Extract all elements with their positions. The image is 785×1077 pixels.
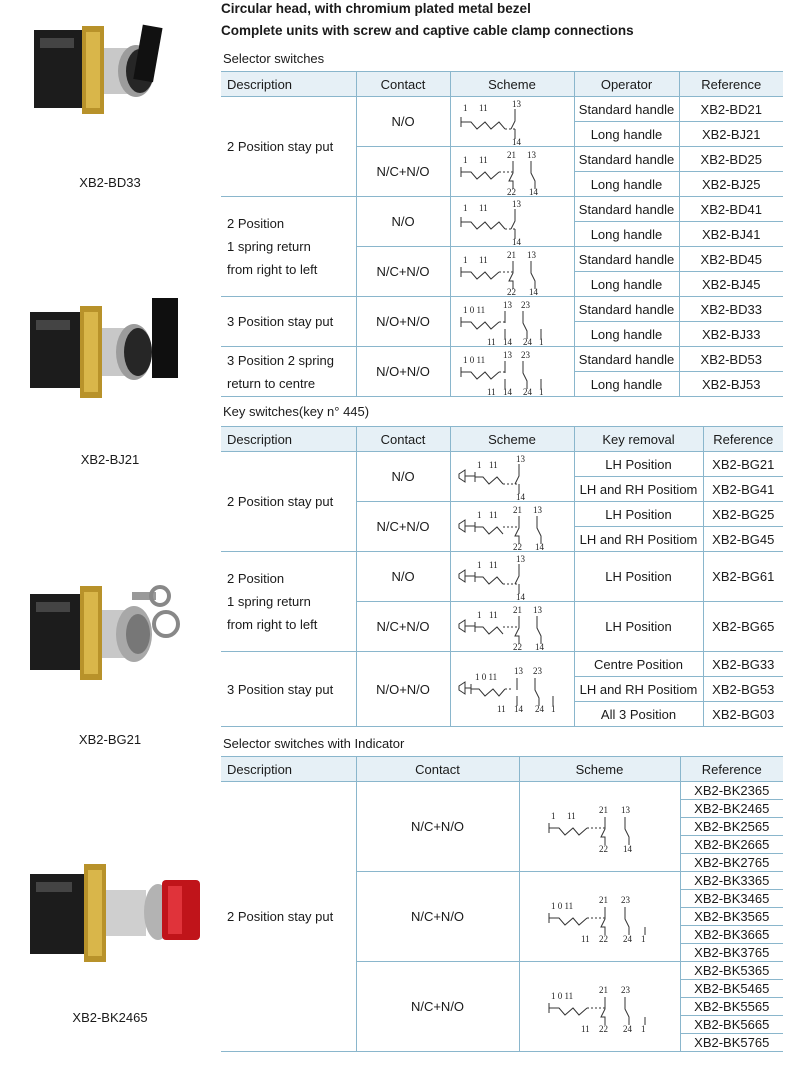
operator-cell: Long handle <box>574 172 679 197</box>
reference-cell: XB2-BD45 <box>679 247 783 272</box>
operator-cell: Standard handle <box>574 147 679 172</box>
page-title-line1: Circular head, with chromium plated metal bezel <box>221 1 531 16</box>
reference-cell: XB2-BG41 <box>703 477 783 502</box>
reference-cell: XB2-BD33 <box>679 297 783 322</box>
table-row <box>221 552 783 602</box>
scheme-label: 22 <box>507 186 516 195</box>
reference-cell: XB2-BK5665 <box>680 1016 783 1034</box>
reference-cell: XB2-BK3565 <box>680 908 783 926</box>
reference-cell: XB2-BK3665 <box>680 926 783 944</box>
selector-switches-table <box>221 71 783 397</box>
table-row <box>221 452 783 477</box>
reference-cell: XB2-BJ41 <box>679 222 783 247</box>
scheme-label: 11 <box>580 1023 590 1034</box>
scheme-label: 1 <box>550 810 555 821</box>
contact-cell: N/O <box>356 197 450 247</box>
scheme-label: 13 <box>516 553 525 564</box>
reference-cell: XB2-BG25 <box>703 502 783 527</box>
column-header: Scheme <box>450 72 574 97</box>
photo-caption: XB2-BD33 <box>79 175 141 190</box>
operator-cell: Long handle <box>574 272 679 297</box>
reference-cell: XB2-BK3765 <box>680 944 783 962</box>
key-removal-cell: LH and RH Positiom <box>574 477 703 502</box>
scheme-indicator-3pos <box>519 872 680 962</box>
operator-cell: Standard handle <box>574 297 679 322</box>
scheme-no-no <box>450 297 574 347</box>
scheme-key-nc-no <box>450 602 574 652</box>
reference-cell: XB2-BD21 <box>679 97 783 122</box>
key-switches-title: Key switches(key n° 445) <box>223 404 370 419</box>
indicator-switches-table <box>221 756 783 1052</box>
reference-cell: XB2-BG53 <box>703 677 783 702</box>
scheme-label: 11 <box>580 933 590 944</box>
reference-cell: XB2-BJ45 <box>679 272 783 297</box>
indicator-switches-title: Selector switches with Indicator <box>223 736 405 751</box>
scheme-label: 23 <box>533 666 542 676</box>
scheme-label: 11 <box>489 559 498 570</box>
operator-cell: Standard handle <box>574 347 679 372</box>
description-cell: 2 Position stay put <box>221 452 356 552</box>
scheme-label: 1 <box>539 336 544 345</box>
table-header-row <box>221 72 783 97</box>
description-cell: 2 Position 1 spring return from right to left <box>221 552 356 652</box>
column-header: Description <box>221 757 356 782</box>
key-removal-cell: LH and RH Positiom <box>574 527 703 552</box>
scheme-label: 11 <box>479 154 488 165</box>
scheme-label: 1 0 11 <box>550 990 573 1001</box>
description-cell: 3 Position stay put <box>221 297 356 347</box>
scheme-label: 11 <box>487 386 496 395</box>
reference-cell: XB2-BG65 <box>703 602 783 652</box>
description-cell: 2 Position stay put <box>221 97 356 197</box>
table-row <box>221 652 783 677</box>
column-header: Reference <box>679 72 783 97</box>
scheme-label: 13 <box>527 149 536 160</box>
scheme-label: 21 <box>513 604 522 615</box>
product-photo-xb2-bg21 <box>20 578 200 688</box>
scheme-label: 1 <box>640 1023 645 1034</box>
key-removal-cell: LH Position <box>574 552 703 602</box>
contact-cell: N/O+N/O <box>356 297 450 347</box>
reference-cell: XB2-BJ25 <box>679 172 783 197</box>
scheme-label: 14 <box>622 843 632 854</box>
scheme-label: 1 <box>463 254 468 265</box>
reference-cell: XB2-BK5565 <box>680 998 783 1016</box>
reference-cell: XB2-BK2665 <box>680 836 783 854</box>
scheme-label: 21 <box>513 504 522 515</box>
scheme-label: 23 <box>620 894 630 905</box>
scheme-label: 14 <box>535 541 544 550</box>
scheme-label: 22 <box>598 1023 608 1034</box>
scheme-label: 14 <box>529 286 538 295</box>
operator-cell: Long handle <box>574 222 679 247</box>
scheme-label: 1 0 11 <box>463 354 486 365</box>
scheme-label: 11 <box>479 254 488 265</box>
scheme-label: 11 <box>497 704 506 714</box>
scheme-label: 23 <box>521 349 530 360</box>
scheme-label: 13 <box>527 249 536 260</box>
scheme-key-no-no <box>450 652 574 727</box>
selector-switches-title: Selector switches <box>223 51 325 66</box>
column-header: Contact <box>356 757 519 782</box>
contact-cell: N/C+N/O <box>356 502 450 552</box>
contact-cell: N/C+N/O <box>356 962 519 1052</box>
scheme-label: 1 <box>640 933 645 944</box>
photo-caption: XB2-BK2465 <box>72 1010 148 1025</box>
reference-cell: XB2-BK5765 <box>680 1034 783 1052</box>
scheme-label: 14 <box>503 336 512 345</box>
column-header: Contact <box>356 72 450 97</box>
column-header: Reference <box>680 757 783 782</box>
reference-cell: XB2-BD53 <box>679 347 783 372</box>
description-cell: 2 Position stay put <box>221 782 356 1052</box>
column-header: Scheme <box>450 427 574 452</box>
product-photo-column <box>0 0 220 1077</box>
scheme-label: 22 <box>513 541 522 550</box>
table-row <box>221 347 783 372</box>
contact-cell: N/O <box>356 452 450 502</box>
table-row <box>221 197 783 222</box>
key-switches-table <box>221 426 783 727</box>
scheme-label: 11 <box>489 509 498 520</box>
contact-cell: N/C+N/O <box>356 782 519 872</box>
reference-cell: XB2-BK3465 <box>680 890 783 908</box>
scheme-label: 1 0 11 <box>463 304 486 315</box>
scheme-nc-no <box>450 147 574 197</box>
operator-cell: Long handle <box>574 372 679 397</box>
reference-cell: XB2-BG33 <box>703 652 783 677</box>
table-header-row <box>221 427 783 452</box>
column-header: Description <box>221 72 356 97</box>
key-removal-cell: LH and RH Positiom <box>574 677 703 702</box>
scheme-label: 13 <box>503 299 512 310</box>
key-removal-cell: LH Position <box>574 452 703 477</box>
scheme-label: 22 <box>507 286 516 295</box>
column-header: Key removal <box>574 427 703 452</box>
scheme-label: 21 <box>507 149 516 160</box>
scheme-label: 14 <box>514 704 523 714</box>
scheme-label: 11 <box>479 102 488 113</box>
reference-cell: XB2-BD41 <box>679 197 783 222</box>
column-header: Contact <box>356 427 450 452</box>
scheme-label: 14 <box>516 591 525 600</box>
scheme-label: 13 <box>512 198 521 209</box>
operator-cell: Standard handle <box>574 197 679 222</box>
scheme-label: 24 <box>622 1023 632 1034</box>
table-row <box>221 297 783 322</box>
scheme-label: 11 <box>487 336 496 345</box>
scheme-label: 13 <box>533 504 542 515</box>
scheme-key-nc-no <box>450 502 574 552</box>
contact-cell: N/C+N/O <box>356 147 450 197</box>
scheme-label: 1 <box>463 202 468 213</box>
scheme-no-no <box>450 347 574 397</box>
column-header: Description <box>221 427 356 452</box>
operator-cell: Standard handle <box>574 97 679 122</box>
scheme-indicator-3pos <box>519 962 680 1052</box>
reference-cell: XB2-BK3365 <box>680 872 783 890</box>
scheme-no <box>450 97 574 147</box>
page-title-line2: Complete units with screw and captive cable clamp connections <box>221 23 634 38</box>
column-header: Scheme <box>519 757 680 782</box>
scheme-label: 11 <box>479 202 488 213</box>
contact-cell: N/O+N/O <box>356 652 450 727</box>
reference-cell: XB2-BG21 <box>703 452 783 477</box>
operator-cell: Long handle <box>574 122 679 147</box>
table-header-row <box>221 757 783 782</box>
contact-cell: N/O+N/O <box>356 347 450 397</box>
product-photo-xb2-bk2465 <box>20 858 200 968</box>
description-cell: 2 Position 1 spring return from right to left <box>221 197 356 297</box>
scheme-label: 24 <box>523 386 532 395</box>
scheme-label: 1 <box>477 559 482 570</box>
reference-cell: XB2-BK5365 <box>680 962 783 980</box>
scheme-label: 14 <box>516 491 525 500</box>
contact-cell: N/C+N/O <box>356 872 519 962</box>
scheme-label: 21 <box>598 984 608 995</box>
reference-cell: XB2-BK2765 <box>680 854 783 872</box>
key-removal-cell: LH Position <box>574 502 703 527</box>
description-cell: 3 Position stay put <box>221 652 356 727</box>
reference-cell: XB2-BD25 <box>679 147 783 172</box>
reference-cell: XB2-BG03 <box>703 702 783 727</box>
contact-cell: N/C+N/O <box>356 247 450 297</box>
reference-cell: XB2-BK2565 <box>680 818 783 836</box>
scheme-key-no <box>450 452 574 502</box>
scheme-label: 24 <box>523 336 532 345</box>
scheme-no <box>450 197 574 247</box>
scheme-label: 1 0 11 <box>475 672 498 682</box>
scheme-label: 13 <box>620 804 630 815</box>
scheme-label: 14 <box>535 641 544 650</box>
scheme-label: 1 <box>539 386 544 395</box>
description-cell: 3 Position 2 spring return to centre <box>221 347 356 397</box>
photo-caption: XB2-BJ21 <box>80 452 140 467</box>
scheme-label: 21 <box>507 249 516 260</box>
scheme-label: 14 <box>503 386 512 395</box>
scheme-key-no <box>450 552 574 602</box>
scheme-label: 24 <box>622 933 632 944</box>
reference-cell: XB2-BK2365 <box>680 782 783 800</box>
scheme-label: 14 <box>529 186 538 195</box>
photo-caption: XB2-BG21 <box>78 732 142 747</box>
scheme-label: 13 <box>503 349 512 360</box>
scheme-label: 11 <box>566 810 576 821</box>
reference-cell: XB2-BK2465 <box>680 800 783 818</box>
scheme-label: 14 <box>512 136 521 145</box>
scheme-indicator-nc-no <box>519 782 680 872</box>
scheme-label: 1 <box>477 459 482 470</box>
scheme-label: 22 <box>513 641 522 650</box>
scheme-label: 1 <box>477 609 482 620</box>
scheme-label: 13 <box>512 98 521 109</box>
reference-cell: XB2-BG45 <box>703 527 783 552</box>
operator-cell: Standard handle <box>574 247 679 272</box>
scheme-label: 13 <box>514 666 523 676</box>
scheme-nc-no <box>450 247 574 297</box>
contact-cell: N/O <box>356 97 450 147</box>
scheme-label: 13 <box>533 604 542 615</box>
table-row <box>221 97 783 122</box>
scheme-label: 1 <box>551 704 556 714</box>
scheme-label: 24 <box>535 704 544 714</box>
scheme-label: 13 <box>516 453 525 464</box>
reference-cell: XB2-BJ21 <box>679 122 783 147</box>
scheme-label: 22 <box>598 843 608 854</box>
column-header: Operator <box>574 72 679 97</box>
column-header: Reference <box>703 427 783 452</box>
scheme-label: 1 0 11 <box>550 900 573 911</box>
contact-cell: N/O <box>356 552 450 602</box>
product-photo-xb2-bd33 <box>20 18 200 128</box>
scheme-label: 22 <box>598 933 608 944</box>
table-row <box>221 782 783 800</box>
key-removal-cell: Centre Position <box>574 652 703 677</box>
scheme-label: 11 <box>489 459 498 470</box>
scheme-label: 1 <box>463 154 468 165</box>
scheme-label: 11 <box>489 609 498 620</box>
key-removal-cell: All 3 Position <box>574 702 703 727</box>
scheme-label: 21 <box>598 804 608 815</box>
product-photo-xb2-bj21 <box>20 298 200 408</box>
reference-cell: XB2-BJ53 <box>679 372 783 397</box>
scheme-label: 1 <box>463 102 468 113</box>
contact-cell: N/C+N/O <box>356 602 450 652</box>
scheme-label: 21 <box>598 894 608 905</box>
scheme-label: 23 <box>521 299 530 310</box>
scheme-label: 1 <box>477 509 482 520</box>
key-removal-cell: LH Position <box>574 602 703 652</box>
reference-cell: XB2-BG61 <box>703 552 783 602</box>
reference-cell: XB2-BK5465 <box>680 980 783 998</box>
reference-cell: XB2-BJ33 <box>679 322 783 347</box>
scheme-label: 14 <box>512 236 521 245</box>
scheme-label: 23 <box>620 984 630 995</box>
operator-cell: Long handle <box>574 322 679 347</box>
